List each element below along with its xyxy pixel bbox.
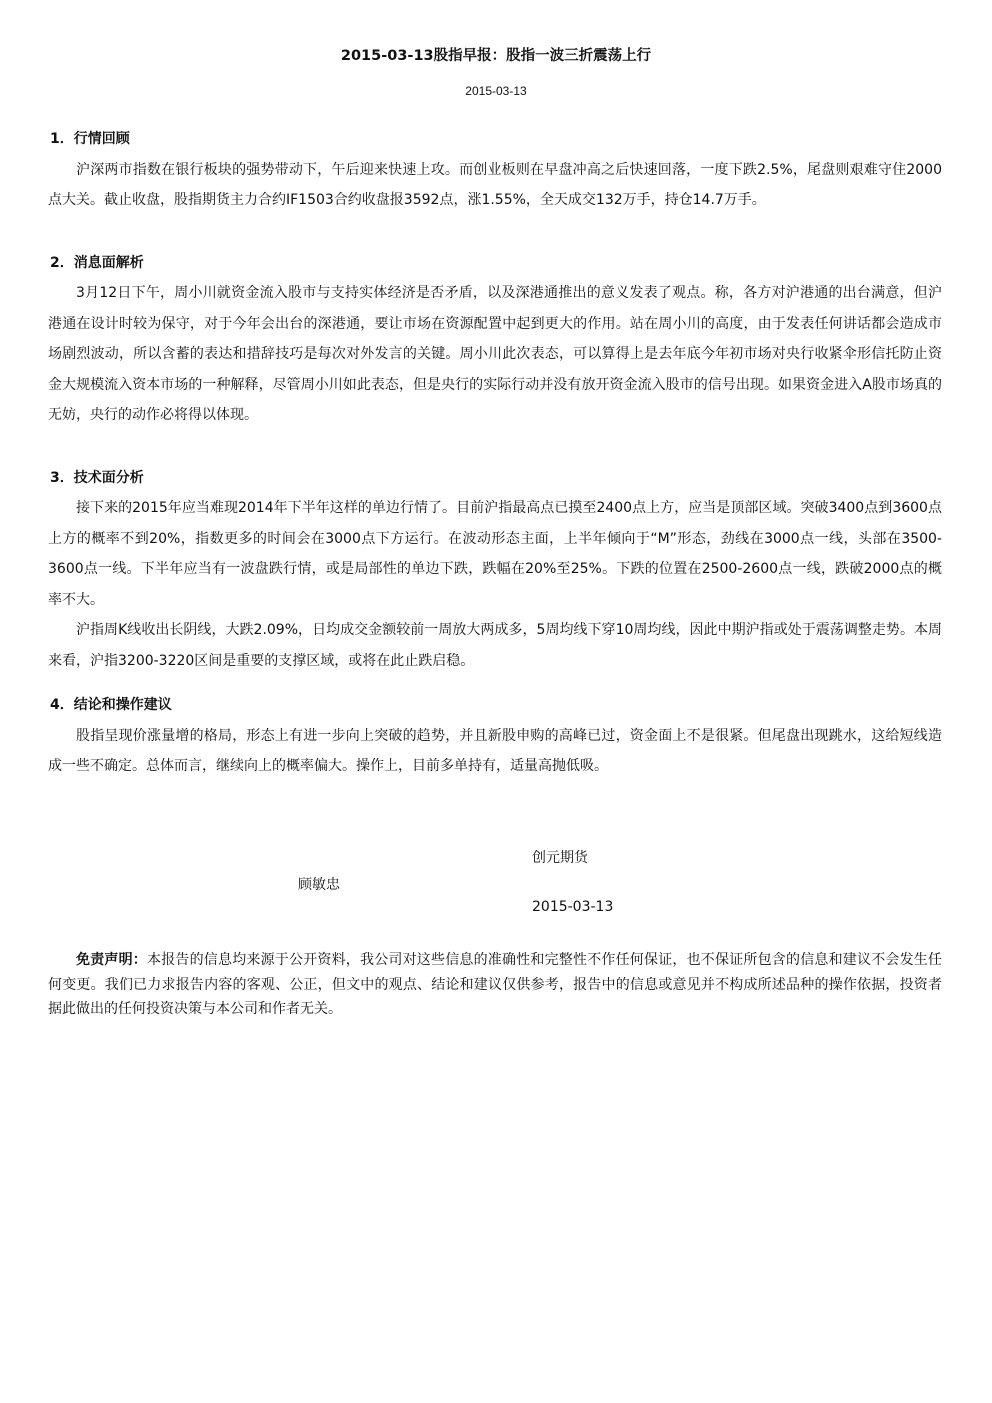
section-paragraph: 沪指周K线收出长阴线，大跌2.09%，日均成交金额较前一周放大两成多，5周均线下穿10周均线，因此中期沪指或处于震荡调整走势。本周来看，沪指3200-3220区间是重要的支撑区域，或将在此止跌启稳。 bbox=[48, 622, 942, 669]
section-heading: 1．行情回顾 bbox=[50, 131, 130, 147]
section-heading: 2．消息面解析 bbox=[50, 254, 144, 271]
disclaimer bbox=[48, 948, 942, 1022]
signature-company: 创元期货 bbox=[532, 850, 588, 866]
signature-author: 顾敏忠 bbox=[298, 877, 340, 893]
disclaimer-lead: 免责声明： bbox=[76, 952, 147, 968]
section-heading: 4．结论和操作建议 bbox=[50, 697, 172, 713]
signature-date: 2015-03-13 bbox=[532, 899, 614, 915]
section-technical-analysis bbox=[48, 463, 942, 677]
document-title: 2015-03-13股指早报：股指一波三折震荡上行 bbox=[340, 48, 652, 64]
section-paragraph: 沪深两市指数在银行板块的强势带动下，午后迎来快速上攻。而创业板则在早盘冲高之后快速回落，一度下跌2.5%，尾盘则艰难守住2000点大关。截止收盘，股指期货主力合约IF1503合约收盘报3592点，涨1.55%，全天成交132万手，持仓14.7万手。 bbox=[48, 161, 942, 208]
section-heading: 3．技术面分析 bbox=[50, 469, 144, 486]
section-news-analysis bbox=[48, 248, 942, 431]
section-paragraph: 3月12日下午，周小川就资金流入股市与支持实体经济是否矛盾，以及深港通推出的意义发表了观点。称，各方对沪港通的出台满意，但沪港通在设计时较为保守，对于今年会出台的深港通，要让市场在资源配置中起到更大的作用。站在周小川的高度，由于发表任何讲话都会造成市场剧烈波动，所以含蓄的表达和措辞技巧是每次对外发言的关键。周小川此次表态，可以算得上是去年底今年初市场对央行收紧伞形信托防止资金大规模流入资本市场的一种解释，尽管周小川如此表态，但是央行的实际行动并没有放开资金流入股市的信号出现。如果资金进入A股市场真的无妨，央行的动作必将得以体现。 bbox=[48, 285, 942, 423]
document-date: 2015-03-13 bbox=[465, 84, 527, 98]
document-body bbox=[48, 124, 942, 782]
section-paragraph: 股指呈现价涨量增的格局，形态上有进一步向上突破的趋势，并且新股申购的高峰已过，资金面上不是很紧。但尾盘出现跳水，这给短线造成一些不确定。总体而言，继续向上的概率偏大。操作上，目前多单持有，适量高抛低吸。 bbox=[48, 727, 942, 774]
section-paragraph: 接下来的2015年应当难现2014年下半年这样的单边行情了。目前沪指最高点已摸至2400点上方，应当是顶部区域。突破3400点到3600点上方的概率不到20%，指数更多的时间会在3000点下方运行。在波动形态主面，上半年倾向于“M”形态，劲线在3000点一线，头部在3500-3600点一线。下半年应当有一波盘跌行情，或是局部性的单边下跌，跌幅在20%至25%。下跌的位置在2500-2600点一线，跌破2000点的概率不大。 bbox=[48, 500, 942, 608]
section-market-review bbox=[48, 124, 942, 216]
section-conclusion bbox=[48, 690, 942, 782]
disclaimer-text: 本报告的信息均来源于公开资料，我公司对这些信息的准确性和完整性不作任何保证，也不保证所包含的信息和建议不会发生任何变更。我们已力求报告内容的客观、公正，但文中的观点、结论和建议仅供参考，报告中的信息或意见并不构成所述品种的操作依据，投资者据此做出的任何投资决策与本公司和作者无关。 bbox=[48, 952, 942, 1017]
